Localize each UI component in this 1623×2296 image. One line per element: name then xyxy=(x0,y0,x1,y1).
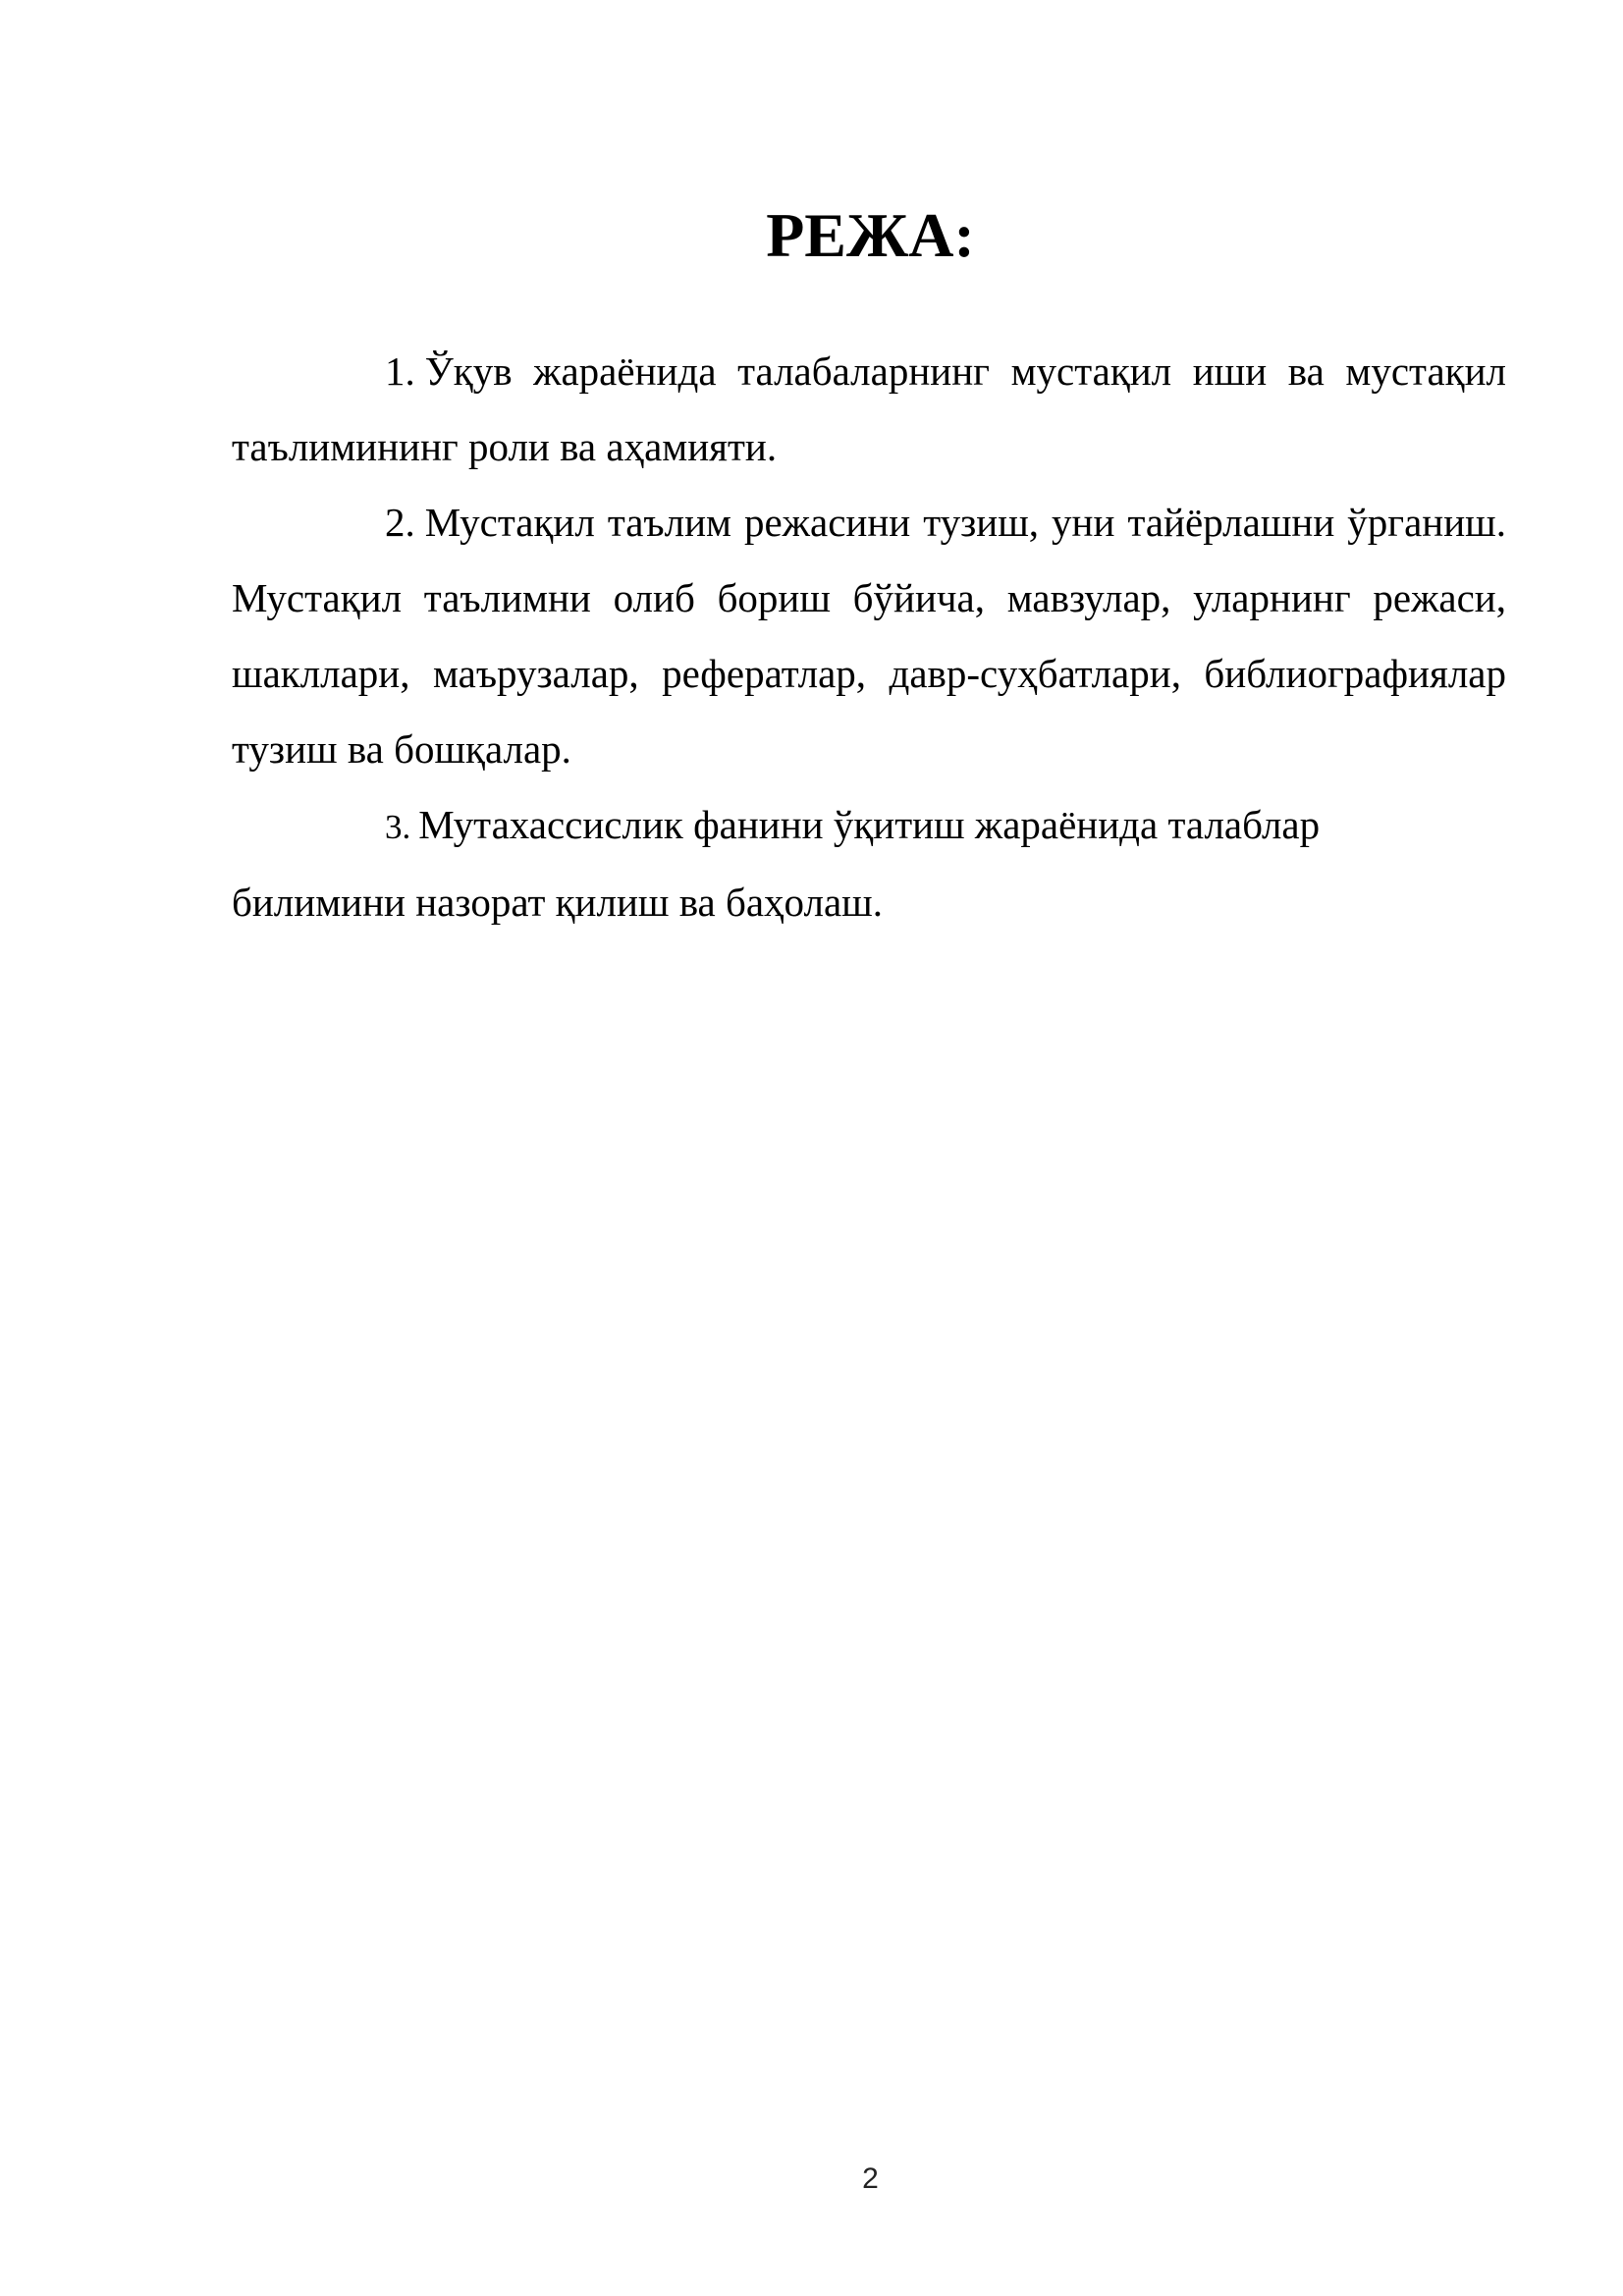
plan-item-1 xyxy=(232,334,1506,485)
plan-item-2 xyxy=(232,485,1506,787)
plan-item-2-number: 2. xyxy=(385,500,415,545)
plan-item-3-text-line2: билимини назорат қилиш ва баҳолаш. xyxy=(232,880,883,925)
page-title: РЕЖА: xyxy=(766,200,975,270)
plan-list xyxy=(232,334,1506,940)
page-number: 2 xyxy=(862,2163,879,2195)
plan-item-1-text: Ўқув жараёнида талабаларнинг мустақил иши ва мустақил таълимининг роли ва аҳамияти. xyxy=(232,348,1506,469)
plan-item-2-text: Мустақил таълим режасини тузиш, уни тайёрлашни ўрганиш. Мустақил таълимни олиб бориш бўйича, мавзулар, уларнинг режаси, шакллари, маърузалар, рефератлар, давр-суҳбатлари, библиографиялар тузиш ва бошқалар. xyxy=(232,500,1506,772)
plan-item-3 xyxy=(232,787,1506,865)
plan-item-3-text-line1: Мутахассислик фанини ўқитиш жараёнида талаблар xyxy=(418,802,1321,847)
plan-item-3-continuation xyxy=(232,865,1506,940)
plan-item-3-number: 3. xyxy=(385,808,411,846)
plan-item-1-number: 1. xyxy=(385,348,415,394)
